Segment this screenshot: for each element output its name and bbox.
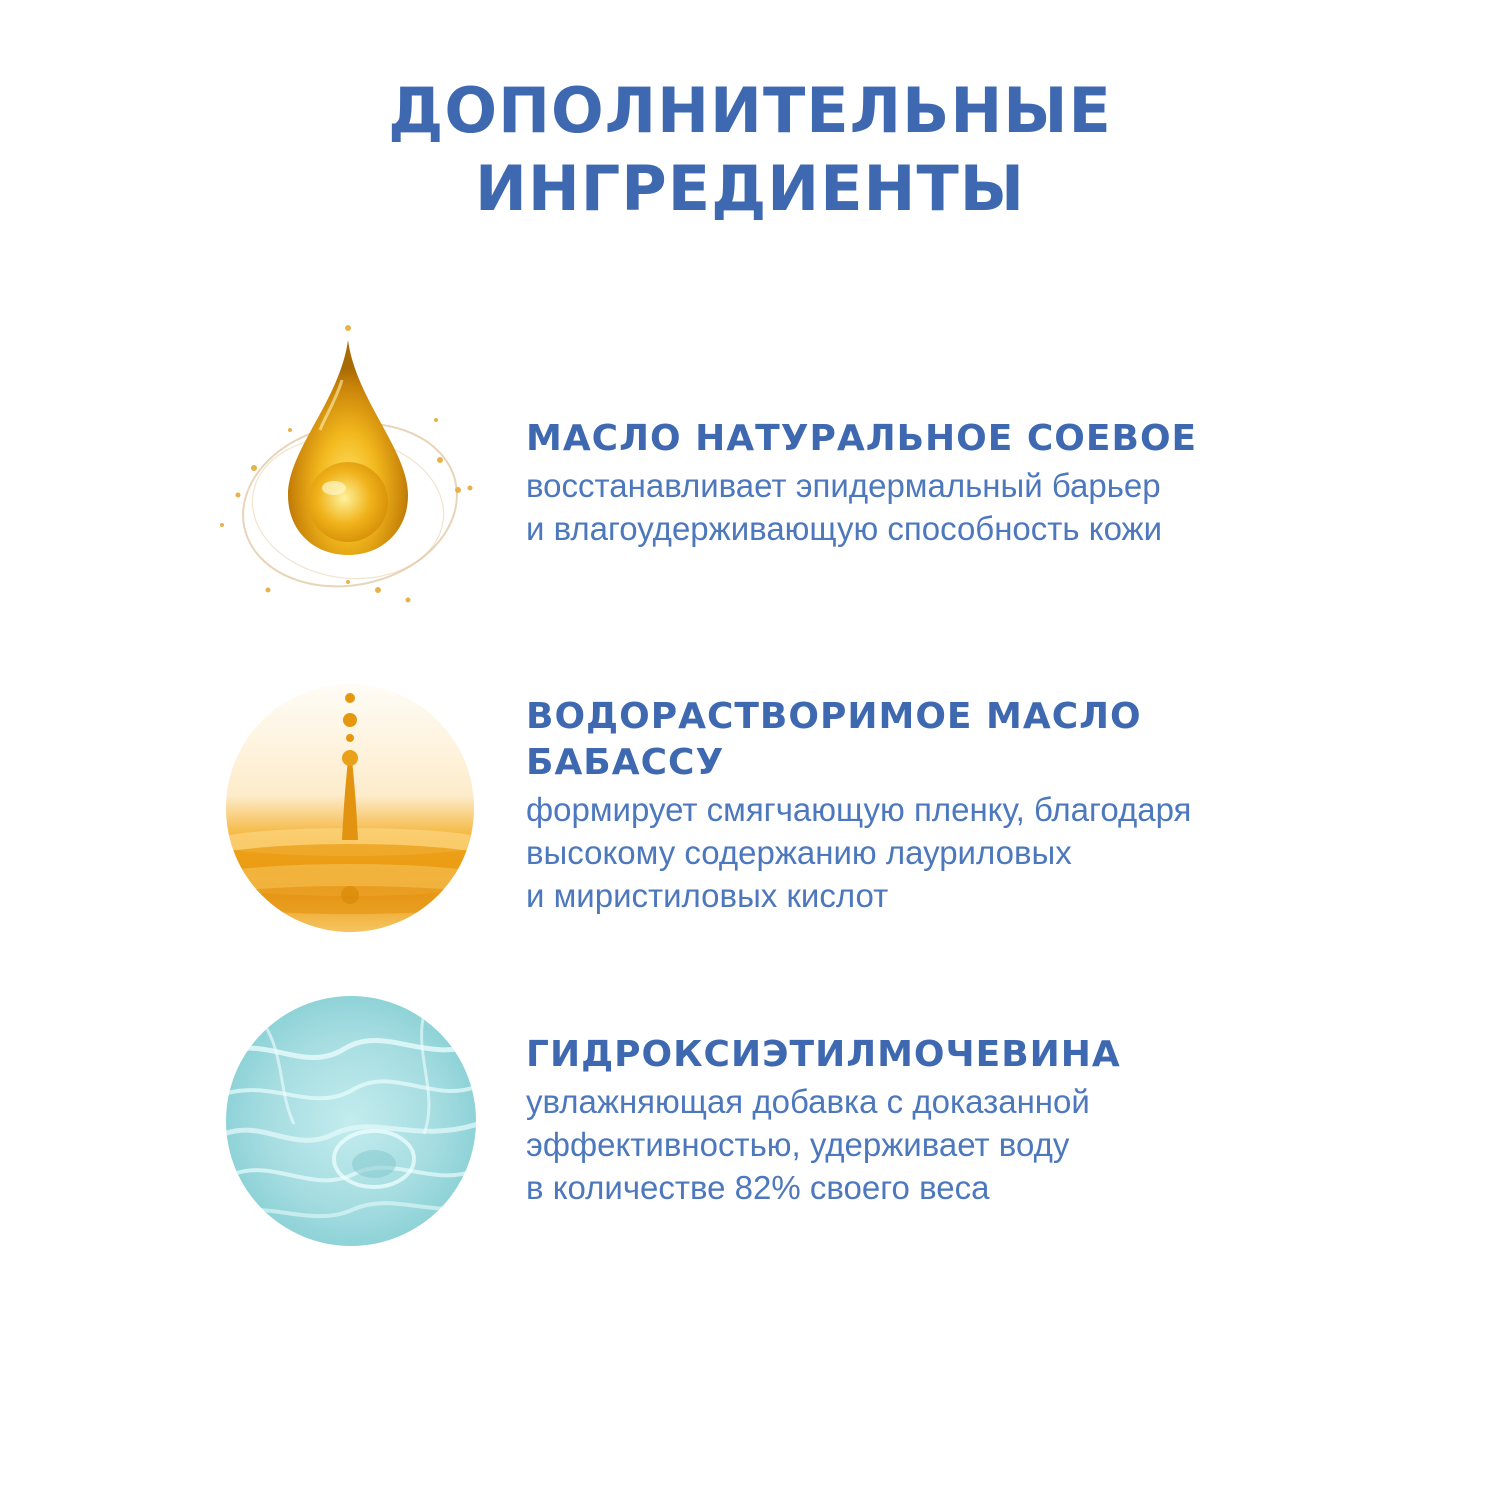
ingredient-name-line: БАБАССУ — [526, 742, 725, 783]
description-line: формирует смягчающую пленку, благодаря — [526, 791, 1192, 828]
ingredient-description — [526, 464, 1286, 550]
description-line: и миристиловых кислот — [526, 877, 889, 914]
page-title-line-2: ИНГРЕДИЕНТЫ — [475, 152, 1025, 225]
ingredient-description — [526, 1080, 1286, 1209]
description-line: увлажняющая добавка с доказанной — [526, 1083, 1090, 1120]
description-line: высокому содержанию лауриловых — [526, 834, 1072, 871]
description-line: и влагоудерживающую способность кожи — [526, 510, 1163, 547]
ingredient-description — [526, 788, 1286, 917]
page-title — [0, 72, 1500, 228]
ingredient-name-line: ВОДОРАСТВОРИМОЕ МАСЛО — [526, 696, 1142, 737]
description-line: эффективностью, удерживает воду — [526, 1126, 1070, 1163]
description-line: в количестве 82% своего веса — [526, 1169, 990, 1206]
water-ripple-icon — [224, 994, 478, 1248]
ingredient-name — [526, 694, 1286, 786]
ingredient-name: МАСЛО НАТУРАЛЬНОЕ СОЕВОЕ — [526, 418, 1198, 459]
oil-splash-icon — [222, 680, 478, 936]
oil-drop-icon — [208, 320, 488, 620]
page-title-line-1: ДОПОЛНИТЕЛЬНЫЕ — [388, 74, 1112, 147]
ingredient-name: ГИДРОКСИЭТИЛМОЧЕВИНА — [526, 1034, 1121, 1075]
description-line: восстанавливает эпидермальный барьер — [526, 467, 1161, 504]
